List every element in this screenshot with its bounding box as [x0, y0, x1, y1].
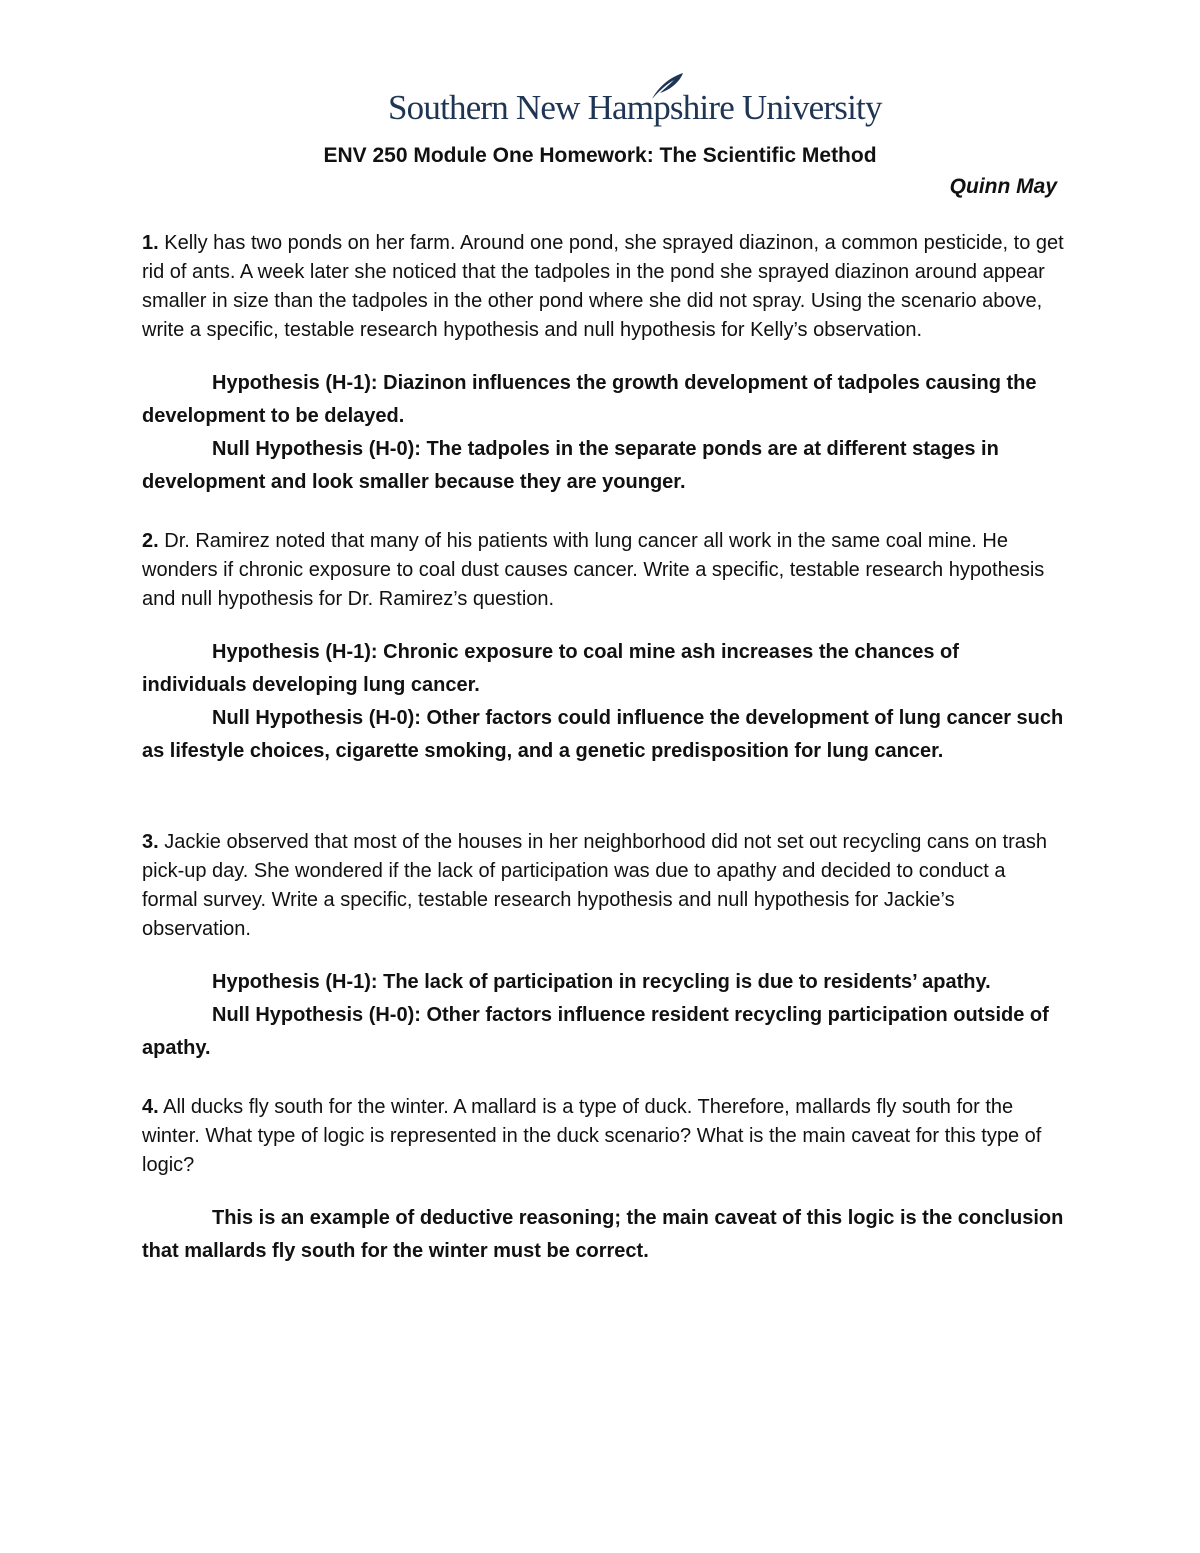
university-logo [388, 72, 882, 134]
question-4 [142, 1093, 1064, 1180]
question-3 [142, 828, 1064, 944]
document-title: ENV 250 Module One Homework: The Scientific Method [323, 144, 877, 167]
null-hypothesis-2: Null Hypothesis (H-0): Other factors could influence the development of lung cancer such as lifestyle choices, cigarette smoking, and a genetic predisposition for lung cancer. [142, 707, 1064, 762]
document-body [142, 229, 1064, 1268]
question-number: 1. [142, 232, 159, 254]
hypothesis-2: Hypothesis (H-1): Chronic exposure to coal mine ash increases the chances of individuals developing lung cancer. [142, 641, 959, 696]
hypothesis-1: Hypothesis (H-1): Diazinon influences the growth development of tadpoles causing the development to be delayed. [142, 372, 1037, 427]
question-number: 2. [142, 530, 159, 552]
question-text: Dr. Ramirez noted that many of his patients with lung cancer all work in the same coal mine. He wonders if chronic exposure to coal dust causes cancer. Write a specific, testable research hypothesis and null hypothesis for Dr. Ramirez’s question. [142, 530, 1045, 610]
null-hypothesis-1: Null Hypothesis (H-0): The tadpoles in the separate ponds are at different stages in development and look smaller because they are younger. [142, 438, 999, 493]
question-number: 4. [142, 1096, 159, 1118]
hypothesis-3: Hypothesis (H-1): The lack of participation in recycling is due to residents’ apathy. [212, 971, 991, 993]
answer-4: This is an example of deductive reasoning; the main caveat of this logic is the conclusion that mallards fly south for the winter must be correct. [142, 1207, 1064, 1262]
null-hypothesis-3: Null Hypothesis (H-0): Other factors influence resident recycling participation outside of apathy. [142, 1004, 1049, 1059]
question-text: Kelly has two ponds on her farm. Around one pond, she sprayed diazinon, a common pesticide, to get rid of ants. A week later she noticed that the tadpoles in the pond she sprayed diazinon around appear smaller in size than the tadpoles in the other pond where she did not spray. Using the scenario above, write a specific, testable research hypothesis and null hypothesis for Kelly’s observation. [142, 232, 1064, 341]
author-name: Quinn May [949, 175, 1057, 198]
question-text: All ducks fly south for the winter. A mallard is a type of duck. Therefore, mallards fly south for the winter. What type of logic is represented in the duck scenario? What is the main caveat for this type of logic? [142, 1096, 1042, 1176]
question-1 [142, 229, 1064, 345]
question-text: Jackie observed that most of the houses in her neighborhood did not set out recycling cans on trash pick-up day. She wondered if the lack of participation was due to apathy and decided to conduct a formal survey. Write a specific, testable research hypothesis and null hypothesis for Jackie’s observation. [142, 831, 1047, 940]
question-2 [142, 527, 1064, 614]
question-number: 3. [142, 831, 159, 853]
logo-text: Southern New Hampshire University [388, 88, 882, 127]
